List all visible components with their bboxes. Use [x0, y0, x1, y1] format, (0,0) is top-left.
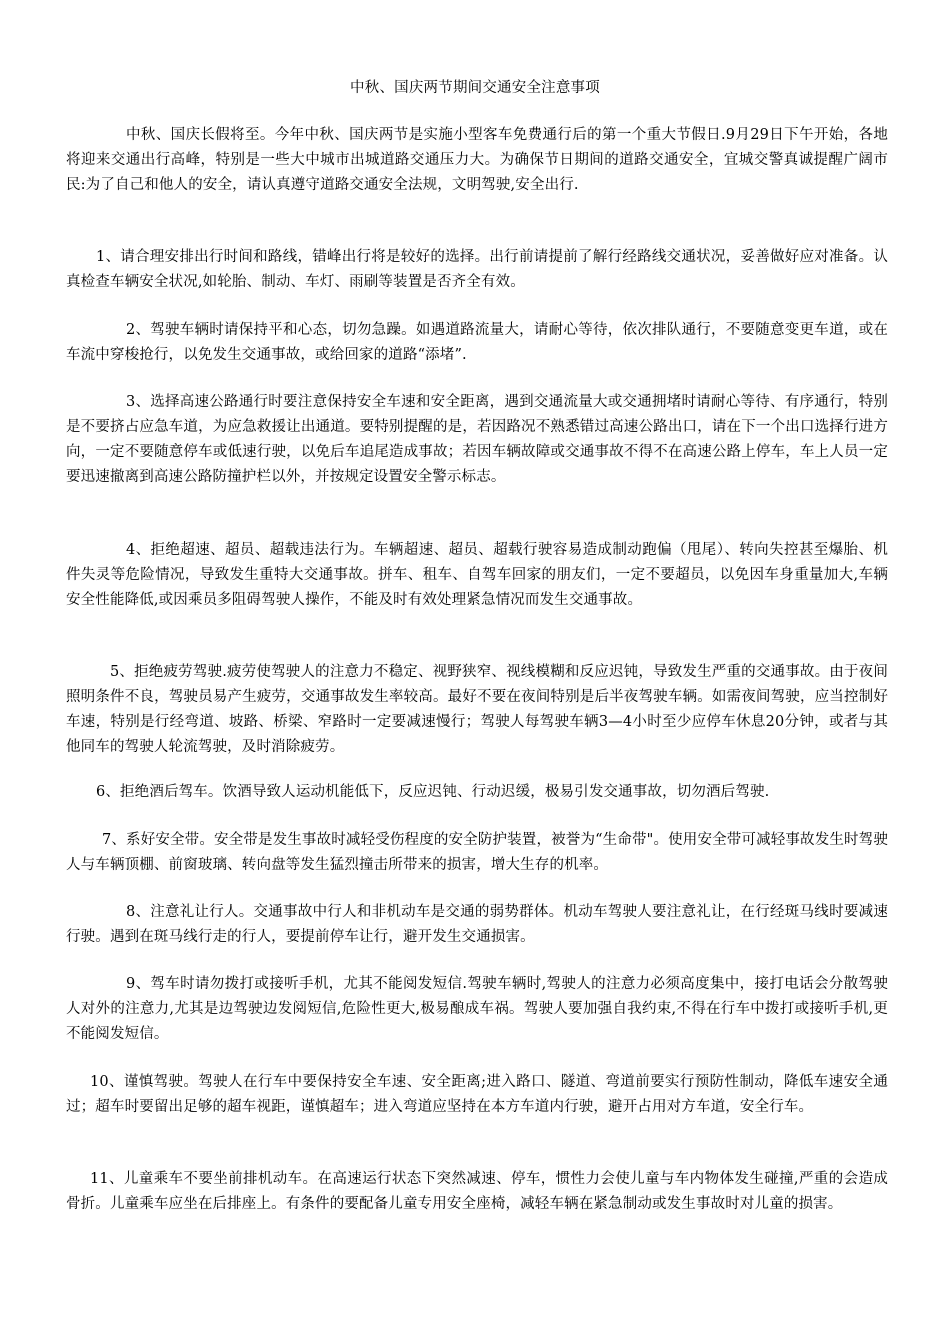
intro-paragraph: 中秋、国庆长假将至。今年中秋、国庆两节是实施小型客车免费通行后的第一个重大节假日.9月29日下午开始，各地将迎来交通出行高峰，特别是一些大中城市出城道路交通压力大。为确保节日期间的道路交通安全，宜城交警真诚提醒广阔市民:为了自己和他人的安全，请认真遵守道路交通安全法规，文明驾驶,安全出行. — [66, 127, 888, 193]
document-title: 中秋、国庆两节期间交通安全注意事项 — [350, 80, 600, 96]
item-5-paragraph: 5、拒绝疲劳驾驶.疲劳使驾驶人的注意力不稳定、视野狭窄、视线模糊和反应迟钝，导致发生严重的交通事故。由于夜间照明条件不良，驾驶员易产生疲劳，交通事故发生率较高。最好不要在夜间特别是后半夜驾驶车辆。如需夜间驾驶，应当控制好车速，特别是行经弯道、坡路、桥梁、窄路时一定要减速慢行；驾驶人每驾驶车辆3—4小时至少应停车休息20分钟，或者与其他同车的驾驶人轮流驾驶，及时消除疲劳。 — [66, 664, 888, 755]
item-6-paragraph: 6、拒绝酒后驾车。饮酒导致人运动机能低下，反应迟钝、行动迟缓，极易引发交通事故，切勿酒后驾驶. — [96, 784, 770, 800]
item-4-paragraph: 4、拒绝超速、超员、超载违法行为。车辆超速、超员、超载行驶容易造成制动跑偏（甩尾）、转向失控甚至爆胎、机件失灵等危险情况，导致发生重特大交通事故。拼车、租车、自驾车回家的朋友们，一定不要超员，以免因车身重量加大,车辆安全性能降低,或因乘员多阻碍驾驶人操作，不能及时有效处理紧急情况而发生交通事故。 — [66, 542, 888, 608]
item-1-paragraph: 1、请合理安排出行时间和路线，错峰出行将是较好的选择。出行前请提前了解行经路线交通状况，妥善做好应对准备。认真检查车辆安全状况,如轮胎、制动、车灯、雨刷等装置是否齐全有效。 — [66, 249, 888, 290]
item-2-paragraph: 2、驾驶车辆时请保持平和心态，切勿急躁。如遇道路流量大，请耐心等待，依次排队通行，不要随意变更车道，或在车流中穿梭抢行，以免发生交通事故，或给回家的道路“添堵”. — [66, 322, 888, 363]
item-3-paragraph: 3、选择高速公路通行时要注意保持安全车速和安全距离，遇到交通流量大或交通拥堵时请耐心等待、有序通行，特别是不要挤占应急车道，为应急救援让出通道。要特别提醒的是，若因路况不熟悉错过高速公路出口，请在下一个出口选择行进方向，一定不要随意停车或低速行驶，以免后车追尾造成事故；若因车辆故障或交通事故不得不在高速公路上停车，车上人员一定要迅速撤离到高速公路防撞护栏以外，并按规定设置安全警示标志。 — [66, 394, 888, 485]
item-11-paragraph: 11、儿童乘车不要坐前排机动车。在高速运行状态下突然减速、停车，惯性力会使儿童与车内物体发生碰撞,严重的会造成骨折。儿童乘车应坐在后排座上。有条件的要配备儿童专用安全座椅，减轻车辆在紧急制动或发生事故时对儿童的损害。 — [66, 1171, 888, 1212]
item-8-paragraph: 8、注意礼让行人。交通事故中行人和非机动车是交通的弱势群体。机动车驾驶人要注意礼让，在行经斑马线时要减速行驶。遇到在斑马线行走的行人，要提前停车让行，避开发生交通损害。 — [66, 904, 888, 945]
item-9-paragraph: 9、驾车时请勿拨打或接听手机，尤其不能阅发短信.驾驶车辆时,驾驶人的注意力必须高度集中，接打电话会分散驾驶人对外的注意力,尤其是边驾驶边发阅短信,危险性更大,极易酿成车祸。驾驶人要加强自我约束,不得在行车中拨打或接听手机,更不能阅发短信。 — [66, 976, 888, 1042]
item-7-paragraph: 7、系好安全带。安全带是发生事故时减轻受伤程度的安全防护装置，被誉为“生命带"。使用安全带可减轻事故发生时驾驶人与车辆顶棚、前窗玻璃、转向盘等发生猛烈撞击所带来的损害，增大生存的机率。 — [66, 832, 888, 873]
item-10-paragraph: 10、谨慎驾驶。驾驶人在行车中要保持安全车速、安全距离;进入路口、隧道、弯道前要实行预防性制动，降低车速安全通过；超车时要留出足够的超车视距，谨慎超车；进入弯道应坚持在本方车道内行驶，避开占用对方车道，安全行车。 — [66, 1074, 888, 1115]
